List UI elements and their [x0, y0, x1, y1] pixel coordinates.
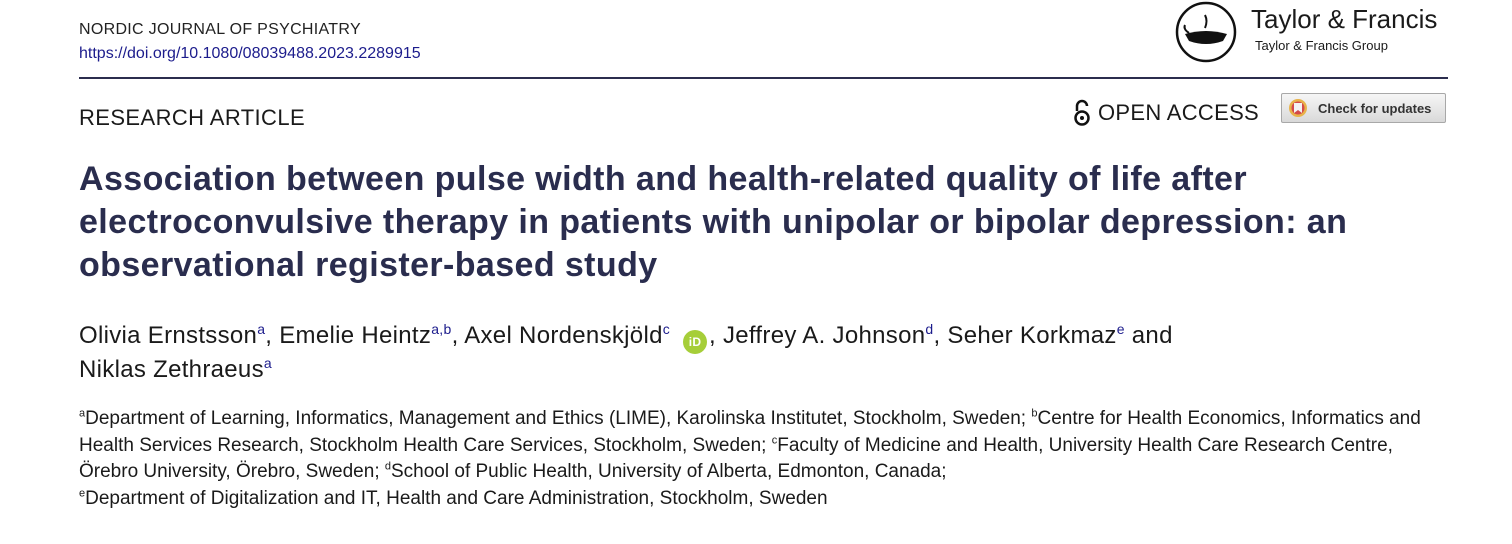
crossmark-icon	[1288, 98, 1308, 118]
affiliation-mark: e	[79, 487, 86, 500]
author-separator: ,	[451, 322, 465, 349]
affiliations	[79, 406, 1449, 512]
publisher-name: Taylor & Francis	[1251, 4, 1438, 34]
author-separator: and	[1124, 322, 1173, 349]
orcid-icon[interactable]: iD	[683, 330, 707, 354]
author-affiliation-mark[interactable]: e	[1116, 321, 1125, 337]
author-name[interactable]: Jeffrey A. Johnson	[722, 322, 926, 349]
taylor-francis-lamp-icon	[1175, 1, 1237, 63]
header-divider	[79, 77, 1448, 79]
doi-link[interactable]: https://doi.org/10.1080/08039488.2023.2289915	[79, 45, 421, 62]
check-for-updates-label: Check for updates	[1318, 100, 1432, 116]
affiliation-text: Faculty of Medicine and Health, University Health Care Research Centre, Örebro University, Örebro, Sweden;	[79, 434, 1393, 482]
publisher-group: Taylor & Francis Group	[1255, 38, 1388, 53]
affiliation-text: Department of Learning, Informatics, Management and Ethics (LIME), Karolinska Institutet, Stockholm, Sweden;	[85, 408, 1032, 429]
author-list	[79, 320, 1379, 386]
journal-name: NORDIC JOURNAL OF PSYCHIATRY	[79, 21, 361, 38]
author-affiliation-mark[interactable]: a,b	[431, 321, 452, 337]
affiliation-text: Centre for Health Economics, Informatics and Health Services Research, Stockholm Health Care Services, Stockholm, Sweden;	[79, 408, 1421, 456]
author-separator: ,	[933, 322, 948, 349]
affiliation-mark: d	[384, 460, 391, 473]
author-affiliation-mark[interactable]: a	[257, 321, 266, 337]
author-name[interactable]: Olivia Ernstsson	[79, 322, 258, 349]
affiliation-mark: b	[1031, 407, 1038, 420]
author-separator: ,	[265, 322, 280, 349]
affiliation-mark: c	[771, 434, 778, 447]
author-name[interactable]: Axel Nordenskjöld	[464, 322, 663, 349]
author-affiliation-mark[interactable]: c	[662, 321, 671, 337]
author-name[interactable]: Emelie Heintz	[279, 322, 432, 349]
author-separator: ,	[709, 322, 723, 349]
open-access-badge	[1072, 97, 1259, 129]
open-access-label: OPEN ACCESS	[1098, 100, 1260, 125]
publisher-logo[interactable]	[1175, 0, 1455, 68]
author-affiliation-mark[interactable]: d	[925, 321, 934, 337]
affiliation-text: Department of Digitalization and IT, Health and Care Administration, Stockholm, Sweden	[85, 487, 828, 509]
check-for-updates-button[interactable]	[1281, 93, 1446, 123]
author-name[interactable]: Seher Korkmaz	[947, 322, 1117, 349]
affiliation-text: School of Public Health, University of Alberta, Edmonton, Canada;	[391, 461, 947, 482]
open-lock-icon	[1072, 99, 1092, 127]
author-affiliation-mark[interactable]: a	[263, 355, 272, 371]
article-title: Association between pulse width and health-related quality of life after electroconvulsive therapy in patients with unipolar or bipolar depression: an observational register-based study	[79, 160, 1348, 284]
affiliation-mark: a	[79, 407, 86, 420]
author-name[interactable]: Niklas Zethraeus	[79, 356, 264, 383]
article-type: RESEARCH ARTICLE	[79, 105, 306, 130]
